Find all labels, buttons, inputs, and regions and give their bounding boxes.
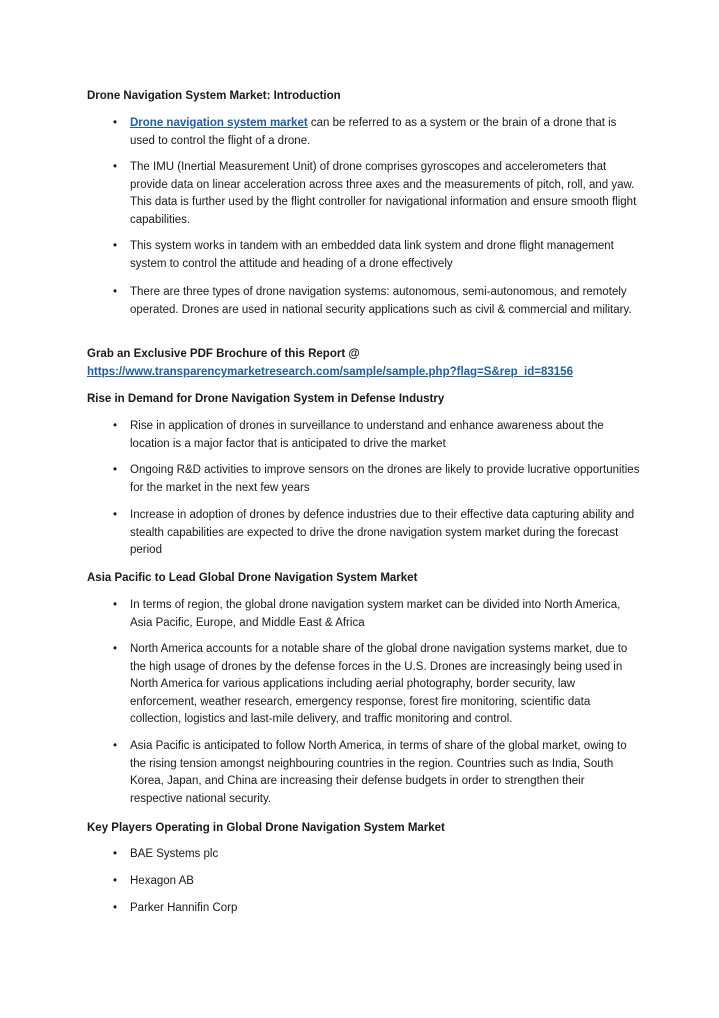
list-item	[112, 873, 640, 891]
list-item-text: This system works in tandem with an embedded data link system and drone flight management system to control the attitude and heading of a drone effectively	[130, 240, 614, 270]
list-item-text: Hexagon AB	[130, 875, 194, 887]
list-item	[112, 115, 640, 150]
bullet-icon: •	[112, 286, 118, 298]
list-item-text: Increase in adoption of drones by defence industries due to their effective data capturing ability and stealth capabilities are expected to drive the drone navigation system market during the forecast period	[130, 509, 635, 556]
bullet-icon: •	[112, 240, 118, 252]
list-item-text: BAE Systems plc	[130, 848, 219, 860]
bullet-icon: •	[112, 161, 118, 173]
list-item-text: Parker Hannifin Corp	[130, 902, 238, 914]
list-item	[112, 846, 640, 864]
list-item-text: The IMU (Inertial Measurement Unit) of drone comprises gyroscopes and accelerometers that provide data on linear acceleration across three axes and the measurements of pitch, roll, and yaw. This data is further used by the flight controller for navigational information and ensure smooth flight capabilities.	[130, 161, 637, 226]
list-item	[112, 284, 640, 319]
list-item	[112, 641, 640, 729]
list-item-text: Asia Pacific is anticipated to follow North America, in terms of share of the global market, owing to the rising tension amongst neighbouring countries in the region. Countries such as India, South Korea, Japan, and China are increasing their defense budgets in order to strengthen their respective national security.	[130, 740, 627, 805]
bullet-icon: •	[112, 420, 118, 432]
bullet-icon: •	[112, 117, 118, 129]
list-item-text: Ongoing R&D activities to improve sensors on the drones are likely to provide lucrative opportunities for the market in the next few years	[130, 464, 640, 494]
section-heading-asia-pacific: Asia Pacific to Lead Global Drone Navigation System Market	[87, 572, 418, 584]
brochure-url-link[interactable]: https://www.transparencymarketresearch.com/sample/sample.php?flag=S&rep_id=83156	[87, 366, 573, 378]
bullet-icon: •	[112, 509, 118, 521]
list-item-text: can be referred to as a system or the brain of a drone that is used to control the flight of a drone.	[130, 117, 617, 147]
section-heading-introduction: Drone Navigation System Market: Introduction	[87, 90, 341, 102]
bullet-icon: •	[112, 643, 118, 655]
list-item	[112, 900, 640, 918]
bullet-icon: •	[112, 902, 118, 914]
bullet-icon: •	[112, 599, 118, 611]
list-item-text: Rise in application of drones in surveillance to understand and enhance awareness about the location is a major factor that is anticipated to drive the market	[130, 420, 604, 450]
bullet-icon: •	[112, 875, 118, 887]
bullet-icon: •	[112, 848, 118, 860]
list-item-text: In terms of region, the global drone navigation system market can be divided into North America, Asia Pacific, Europe, and Middle East & Africa	[130, 599, 621, 629]
list-item-text: North America accounts for a notable share of the global drone navigation systems market, due to the high usage of drones by the defense forces in the U.S. Drones are increasingly being used in North America for various applications including aerial photography, border security, law enforcement, weather research, emergency response, forest fire monitoring, scientific data collection, logistics and last-mile delivery, and traffic monitoring and control.	[130, 643, 628, 725]
drone-navigation-market-link[interactable]: Drone navigation system market	[130, 117, 308, 129]
list-item-text: There are three types of drone navigation systems: autonomous, semi-autonomous, and remotely operated. Drones are used in national security applications such as civil & commercial and military.	[130, 286, 632, 316]
list-item	[112, 462, 640, 497]
section-heading-defense: Rise in Demand for Drone Navigation System in Defense Industry	[87, 393, 445, 405]
list-item	[112, 507, 640, 560]
list-item	[112, 238, 640, 273]
bullet-icon: •	[112, 740, 118, 752]
list-item	[112, 597, 640, 632]
list-item	[112, 418, 640, 453]
list-item	[112, 159, 640, 229]
brochure-heading: Grab an Exclusive PDF Brochure of this Report @	[87, 348, 360, 360]
section-heading-key-players: Key Players Operating in Global Drone Navigation System Market	[87, 822, 445, 834]
list-item	[112, 738, 640, 808]
bullet-icon: •	[112, 464, 118, 476]
